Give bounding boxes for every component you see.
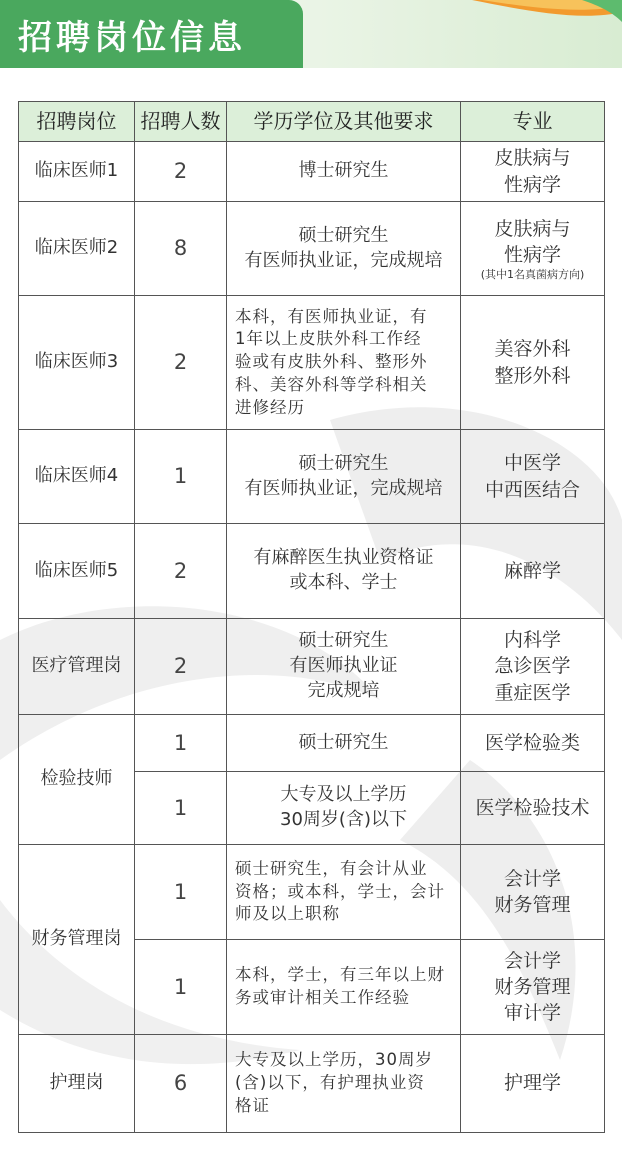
column-header: 招聘岗位 bbox=[19, 102, 135, 142]
requirement-line: 有医师执业证，完成规培 bbox=[244, 477, 443, 499]
requirement-line: 30周岁(含)以下 bbox=[280, 809, 407, 830]
major-line: 中西医结合 bbox=[484, 478, 580, 501]
table-row bbox=[19, 715, 605, 772]
major-cell bbox=[461, 845, 605, 940]
table-header-row bbox=[19, 102, 605, 142]
major-line: 麻醉学 bbox=[503, 559, 561, 582]
major-line: 财务管理 bbox=[494, 975, 571, 998]
position-cell: 医疗管理岗 bbox=[19, 619, 135, 715]
requirements-cell bbox=[227, 940, 461, 1035]
requirement-line: 大专及以上学历 bbox=[280, 784, 407, 806]
requirements-cell bbox=[227, 524, 461, 619]
major-cell bbox=[461, 772, 605, 845]
requirement-line: 进修经历 bbox=[235, 397, 305, 417]
major-line: 中医学 bbox=[503, 452, 561, 475]
requirement-line: 有麻醉医生执业资格证 bbox=[253, 547, 434, 569]
position-cell: 临床医师4 bbox=[19, 430, 135, 524]
count-cell: 8 bbox=[135, 202, 227, 296]
table-row bbox=[19, 142, 605, 202]
requirement-line: 博士研究生 bbox=[298, 160, 389, 182]
major-note: (其中1名真菌病方向) bbox=[480, 268, 585, 282]
requirement-line: 完成规培 bbox=[307, 679, 380, 701]
major-line: 美容外科 bbox=[494, 338, 571, 361]
major-cell bbox=[461, 142, 605, 202]
table-row bbox=[19, 1035, 605, 1133]
major-cell bbox=[461, 524, 605, 619]
major-line: 皮肤病与 bbox=[494, 147, 571, 170]
requirement-line: 大专及以上学历，30周岁 bbox=[235, 1050, 433, 1070]
requirements-cell bbox=[227, 1035, 461, 1133]
major-line: 性病学 bbox=[503, 173, 561, 196]
position-cell: 临床医师2 bbox=[19, 202, 135, 296]
major-line: 会计学 bbox=[503, 949, 561, 972]
major-line: 性病学 bbox=[503, 243, 561, 266]
count-cell: 2 bbox=[135, 619, 227, 715]
major-line: 内科学 bbox=[503, 629, 561, 652]
requirement-line: 硕士研究生，有会计从业 bbox=[235, 858, 428, 878]
requirement-line: 有医师执业证，完成规培 bbox=[244, 249, 443, 271]
major-line: 财务管理 bbox=[494, 894, 571, 916]
requirements-cell bbox=[227, 845, 461, 940]
position-cell: 临床医师3 bbox=[19, 296, 135, 430]
recruitment-table bbox=[18, 101, 605, 1133]
requirement-line: 格证 bbox=[235, 1095, 270, 1115]
requirements-cell bbox=[227, 430, 461, 524]
requirement-line: 硕士研究生 bbox=[298, 224, 389, 246]
count-cell: 6 bbox=[135, 1035, 227, 1133]
position-cell: 检验技师 bbox=[19, 715, 135, 845]
position-cell: 护理岗 bbox=[19, 1035, 135, 1133]
requirement-line: 本科，有医师执业证，有 bbox=[235, 306, 428, 326]
major-line: 重症医学 bbox=[494, 681, 571, 704]
requirements-cell bbox=[227, 142, 461, 202]
count-cell: 2 bbox=[135, 296, 227, 430]
count-cell: 2 bbox=[135, 524, 227, 619]
requirement-line: 硕士研究生 bbox=[298, 731, 389, 753]
title-banner bbox=[0, 0, 303, 68]
major-cell bbox=[461, 715, 605, 772]
count-cell: 2 bbox=[135, 142, 227, 202]
corner-ribbon-decoration bbox=[462, 0, 622, 40]
requirement-line: 硕士研究生 bbox=[298, 452, 389, 474]
requirements-cell bbox=[227, 619, 461, 715]
count-cell: 1 bbox=[135, 940, 227, 1035]
major-cell bbox=[461, 430, 605, 524]
requirement-line: 务或审计相关工作经验 bbox=[235, 988, 410, 1007]
table-row bbox=[19, 202, 605, 296]
requirement-line: 本科，学士，有三年以上财 bbox=[235, 965, 445, 985]
requirements-cell bbox=[227, 715, 461, 772]
requirements-cell bbox=[227, 296, 461, 430]
count-cell: 1 bbox=[135, 772, 227, 845]
requirement-line: 硕士研究生 bbox=[298, 630, 389, 652]
major-line: 医学检验技术 bbox=[475, 796, 590, 819]
count-cell: 1 bbox=[135, 715, 227, 772]
major-line: 审计学 bbox=[503, 1002, 561, 1025]
column-header: 专业 bbox=[461, 102, 605, 142]
requirements-cell bbox=[227, 772, 461, 845]
count-cell: 1 bbox=[135, 430, 227, 524]
position-cell: 临床医师1 bbox=[19, 142, 135, 202]
table-row bbox=[19, 430, 605, 524]
major-cell bbox=[461, 202, 605, 296]
count-cell: 1 bbox=[135, 845, 227, 940]
requirement-line: 科、美容外科等学科相关 bbox=[235, 374, 428, 394]
requirement-line: 或本科、学士 bbox=[289, 572, 398, 593]
requirement-line: (含)以下，有护理执业资 bbox=[235, 1073, 425, 1093]
major-line: 会计学 bbox=[503, 867, 561, 890]
major-cell bbox=[461, 1035, 605, 1133]
page-title: 招聘岗位信息 bbox=[18, 18, 246, 58]
major-line: 护理学 bbox=[503, 1072, 561, 1095]
table-row bbox=[19, 845, 605, 940]
column-header: 学历学位及其他要求 bbox=[227, 102, 461, 142]
requirements-cell bbox=[227, 202, 461, 296]
major-line: 急诊医学 bbox=[494, 655, 571, 678]
requirement-line: 验或有皮肤外科、整形外 bbox=[235, 352, 428, 372]
major-cell bbox=[461, 619, 605, 715]
major-line: 整形外科 bbox=[494, 364, 571, 387]
table-row bbox=[19, 296, 605, 430]
major-cell bbox=[461, 940, 605, 1035]
position-cell: 临床医师5 bbox=[19, 524, 135, 619]
requirement-line: 资格；或本科，学士，会计 bbox=[235, 881, 445, 901]
requirement-line: 师及以上职称 bbox=[235, 904, 340, 924]
requirement-line: 有医师执业证 bbox=[289, 655, 398, 677]
position-cell: 财务管理岗 bbox=[19, 845, 135, 1035]
major-line: 医学检验类 bbox=[484, 731, 580, 754]
requirement-line: 1年以上皮肤外科工作经 bbox=[235, 329, 422, 349]
column-header: 招聘人数 bbox=[135, 102, 227, 142]
table-row bbox=[19, 619, 605, 715]
major-cell bbox=[461, 296, 605, 430]
table-row bbox=[19, 524, 605, 619]
major-line: 皮肤病与 bbox=[494, 217, 571, 240]
